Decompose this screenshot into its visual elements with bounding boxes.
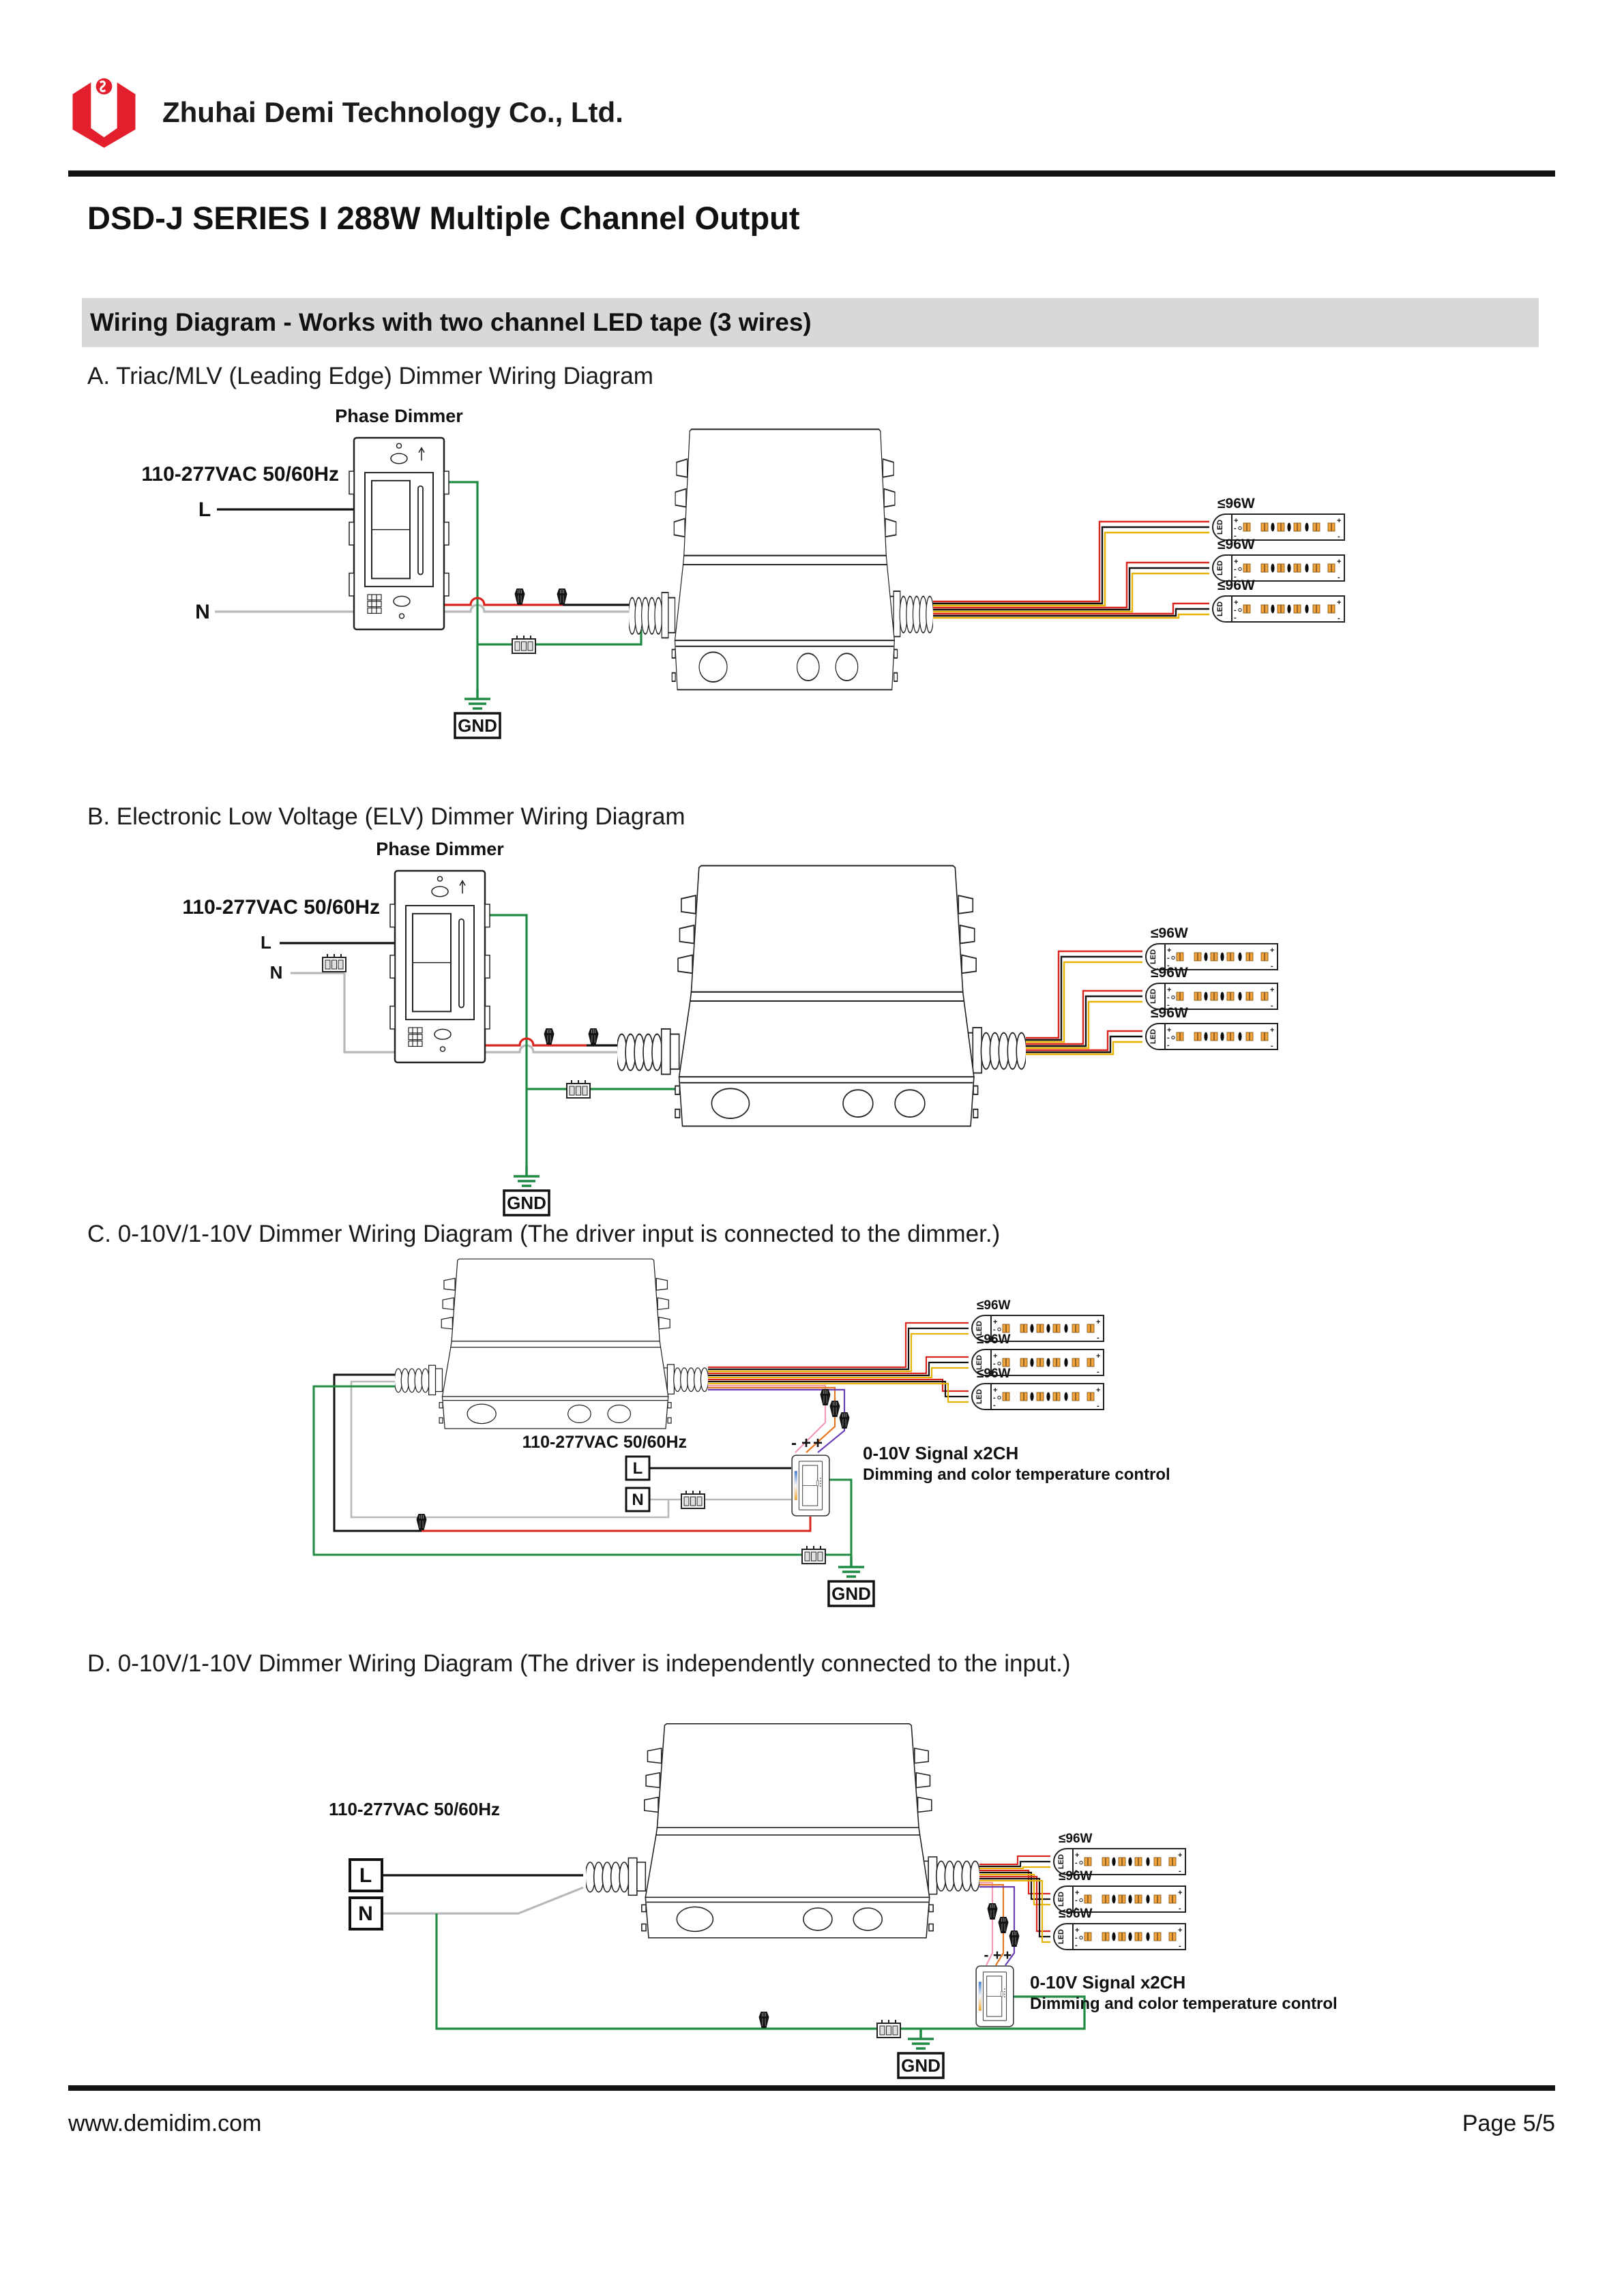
neutral-label: N <box>269 962 283 983</box>
ground-wire <box>477 629 641 644</box>
led-strip <box>1054 1924 1185 1950</box>
signal-plus-label: + <box>801 1434 812 1452</box>
ground-terminal <box>512 636 535 653</box>
ground-symbol <box>455 689 500 738</box>
wire-nut <box>821 1389 831 1405</box>
heading-diagram-d: D. 0-10V/1-10V Dimmer Wiring Diagram (The driver is independently connected to the input.) <box>87 1650 1071 1677</box>
led-wattage-label: ≤96W <box>1059 1832 1093 1846</box>
neutral-label: N <box>358 1903 373 1925</box>
signal-minus-label: - <box>984 1948 989 1963</box>
led-wire-black <box>1026 957 1142 1040</box>
wire-nut <box>589 1028 599 1045</box>
ground-wire <box>829 1480 851 1557</box>
signal-plus-label: + <box>992 1948 1002 1963</box>
footer-website: www.demidim.com <box>68 2111 262 2136</box>
wire-nut <box>988 1903 998 1920</box>
ground-symbol <box>829 1557 874 1606</box>
voltage-label: 110-277VAC 50/60Hz <box>522 1433 687 1452</box>
led-driver <box>394 1259 708 1429</box>
neutral-wire <box>382 1888 583 1913</box>
signal-plus-label: + <box>1003 1948 1012 1963</box>
wire-nut <box>515 588 525 605</box>
footer <box>68 2111 1555 2137</box>
wire-nut <box>759 2012 769 2028</box>
company-name: Zhuhai Demi Technology Co., Ltd. <box>162 96 623 128</box>
led-strip <box>1146 1024 1278 1050</box>
wire-nut <box>999 1917 1009 1933</box>
led-wattage-label: ≤96W <box>1059 1869 1093 1883</box>
ground-terminal <box>802 1546 825 1564</box>
led-wattage-label: ≤96W <box>1217 537 1255 552</box>
led-wattage-label: ≤96W <box>1217 578 1255 593</box>
led-wattage-label: ≤96W <box>1059 1907 1093 1921</box>
header-rule <box>68 170 1555 177</box>
led-wire-red <box>979 1856 1050 1864</box>
zero-ten-volt-dimmer <box>792 1455 829 1516</box>
led-wattage-label: ≤96W <box>1151 1005 1188 1021</box>
heading-diagram-c: C. 0-10V/1-10V Dimmer Wiring Diagram (The driver input is connected to the dimmer.) <box>87 1221 1001 1247</box>
wire-nut <box>544 1028 555 1045</box>
led-strip <box>1213 596 1344 623</box>
dimmed-live-wire <box>422 1517 810 1531</box>
led-wire-red <box>933 522 1209 601</box>
signal-subtitle: Dimming and color temperature control <box>1030 1995 1338 2013</box>
heading-diagram-b: B. Electronic Low Voltage (ELV) Dimmer Wiring Diagram <box>87 803 685 830</box>
led-wattage-label: ≤96W <box>1151 965 1188 981</box>
led-driver <box>628 430 933 690</box>
ground-symbol <box>504 1166 549 1215</box>
diagram-c-canvas <box>41 1255 1582 1643</box>
ground-symbol <box>898 2029 943 2078</box>
led-driver <box>585 1724 980 1938</box>
header <box>65 68 623 157</box>
phase-dimmer-label: Phase Dimmer <box>376 839 504 859</box>
ground-terminal <box>567 1080 590 1098</box>
signal-title: 0-10V Signal x2CH <box>863 1443 1019 1463</box>
signal-minus-label: - <box>791 1434 797 1452</box>
diagram-a-canvas <box>41 399 1582 760</box>
wire-nut <box>417 1514 427 1530</box>
live-return-wire <box>334 1375 422 1531</box>
footer-page-number: Page 5/5 <box>1462 2111 1555 2136</box>
section-banner-text: Wiring Diagram - Works with two channel LED tape (3 wires) <box>90 308 812 336</box>
company-logo <box>65 75 143 150</box>
section-banner <box>82 298 1539 347</box>
wire-nut <box>830 1401 840 1417</box>
line-label: L <box>198 498 211 521</box>
diagram-d-canvas <box>41 1671 1582 2087</box>
led-wire-red <box>708 1323 969 1367</box>
led-wattage-label: ≤96W <box>1151 925 1188 941</box>
signal-subtitle: Dimming and color temperature control <box>863 1465 1170 1484</box>
input-terminal <box>681 1491 705 1508</box>
line-label: L <box>359 1864 372 1887</box>
phase-dimmer <box>390 871 490 1062</box>
signal-plus-label: + <box>812 1434 823 1452</box>
heading-diagram-a: A. Triac/MLV (Leading Edge) Dimmer Wiring Diagram <box>87 363 653 389</box>
led-wattage-label: ≤96W <box>977 1298 1011 1313</box>
voltage-label: 110-277VAC 50/60Hz <box>328 1799 500 1819</box>
neutral-label: N <box>632 1491 644 1509</box>
led-wattage-label: ≤96W <box>1217 496 1255 511</box>
led-wire-yellow <box>979 1867 1050 1868</box>
zero-ten-volt-dimmer <box>976 1966 1014 2027</box>
phase-dimmer <box>349 438 449 629</box>
led-wire-red <box>1026 951 1142 1038</box>
ground-terminal <box>877 2020 900 2038</box>
led-wattage-label: ≤96W <box>977 1332 1011 1347</box>
line-label: L <box>261 932 271 953</box>
input-terminal <box>323 954 346 972</box>
line-label: L <box>632 1459 643 1478</box>
led-driver <box>617 866 1027 1127</box>
phase-dimmer-label: Phase Dimmer <box>335 406 463 426</box>
voltage-label: 110-277VAC 50/60Hz <box>141 463 339 486</box>
footer-rule <box>68 2085 1555 2091</box>
voltage-label: 110-277VAC 50/60Hz <box>182 896 380 919</box>
wire-nut <box>840 1412 850 1429</box>
led-wire-black <box>933 527 1209 603</box>
wire-nut <box>1009 1930 1020 1947</box>
neutral-label: N <box>195 601 210 623</box>
led-strip <box>972 1384 1104 1410</box>
page-title: DSD-J SERIES I 288W Multiple Channel Output <box>87 200 800 236</box>
signal-title: 0-10V Signal x2CH <box>1030 1972 1186 1993</box>
led-wattage-label: ≤96W <box>977 1367 1011 1381</box>
led-wire-yellow <box>933 533 1209 606</box>
diagram-b-canvas <box>41 784 1582 1224</box>
wire-nut <box>557 588 567 605</box>
